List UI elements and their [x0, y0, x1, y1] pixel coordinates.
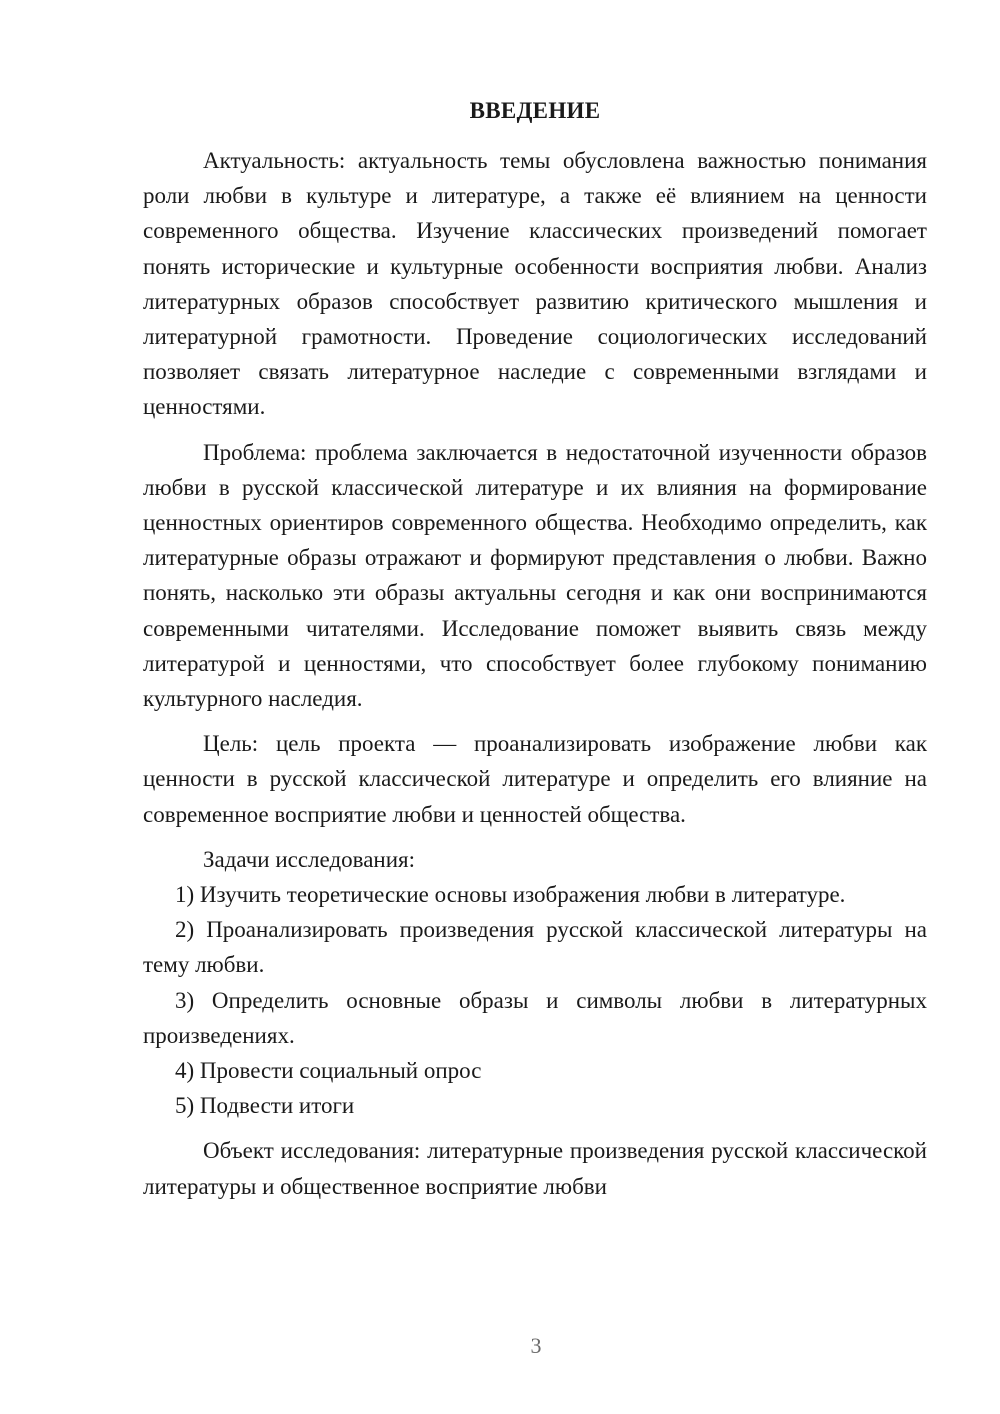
task-item: 1) Изучить теоретические основы изображения любви в литературе.	[175, 882, 846, 908]
object-paragraph: Объект исследования: литературные произведения русской классической литературы и общественное восприятие любви	[143, 1138, 927, 1199]
task-item: 5) Подвести итоги	[175, 1093, 355, 1119]
section-body	[143, 143, 927, 1204]
goal-paragraph: Цель: цель проекта — проанализировать изображение любви как ценности в русской классической литературе и определить его влияние на современное восприятие любви и ценностей общества.	[143, 731, 927, 827]
task-item: 4) Провести социальный опрос	[175, 1058, 482, 1084]
task-item: 2) Проанализировать произведения русской классической литературы на тему любви.	[143, 917, 927, 978]
tasks-heading: Задачи исследования:	[203, 846, 416, 872]
page-number: 3	[530, 1333, 542, 1358]
task-item: 3) Определить основные образы и символы любви в литературных произведениях.	[143, 987, 927, 1048]
relevance-paragraph: Актуальность: актуальность темы обусловлена важностью понимания роли любви в культуре и литературе, а также её влиянием на ценности современного общества. Изучение классических произведений помогает понять исторические и культурные особенности восприятия любви. Анализ литературных образов способствует развитию критического мышления и литературной грамотности. Проведение социологических исследований позволяет связать литературное наследие с современными взглядами и ценностями.	[143, 148, 927, 420]
problem-paragraph: Проблема: проблема заключается в недостаточной изученности образов любви в русской классической литературе и их влияния на формирование ценностных ориентиров современного общества. Необходимо определить, как литературные образы отражают и формируют представления о любви. Важно понять, насколько эти образы актуальны сегодня и как они воспринимаются современными читателями. Исследование поможет выявить связь между литературой и ценностями, что способствует более глубокому пониманию культурного наследия.	[143, 439, 927, 712]
section-heading: ВВЕДЕНИЕ	[469, 98, 601, 123]
